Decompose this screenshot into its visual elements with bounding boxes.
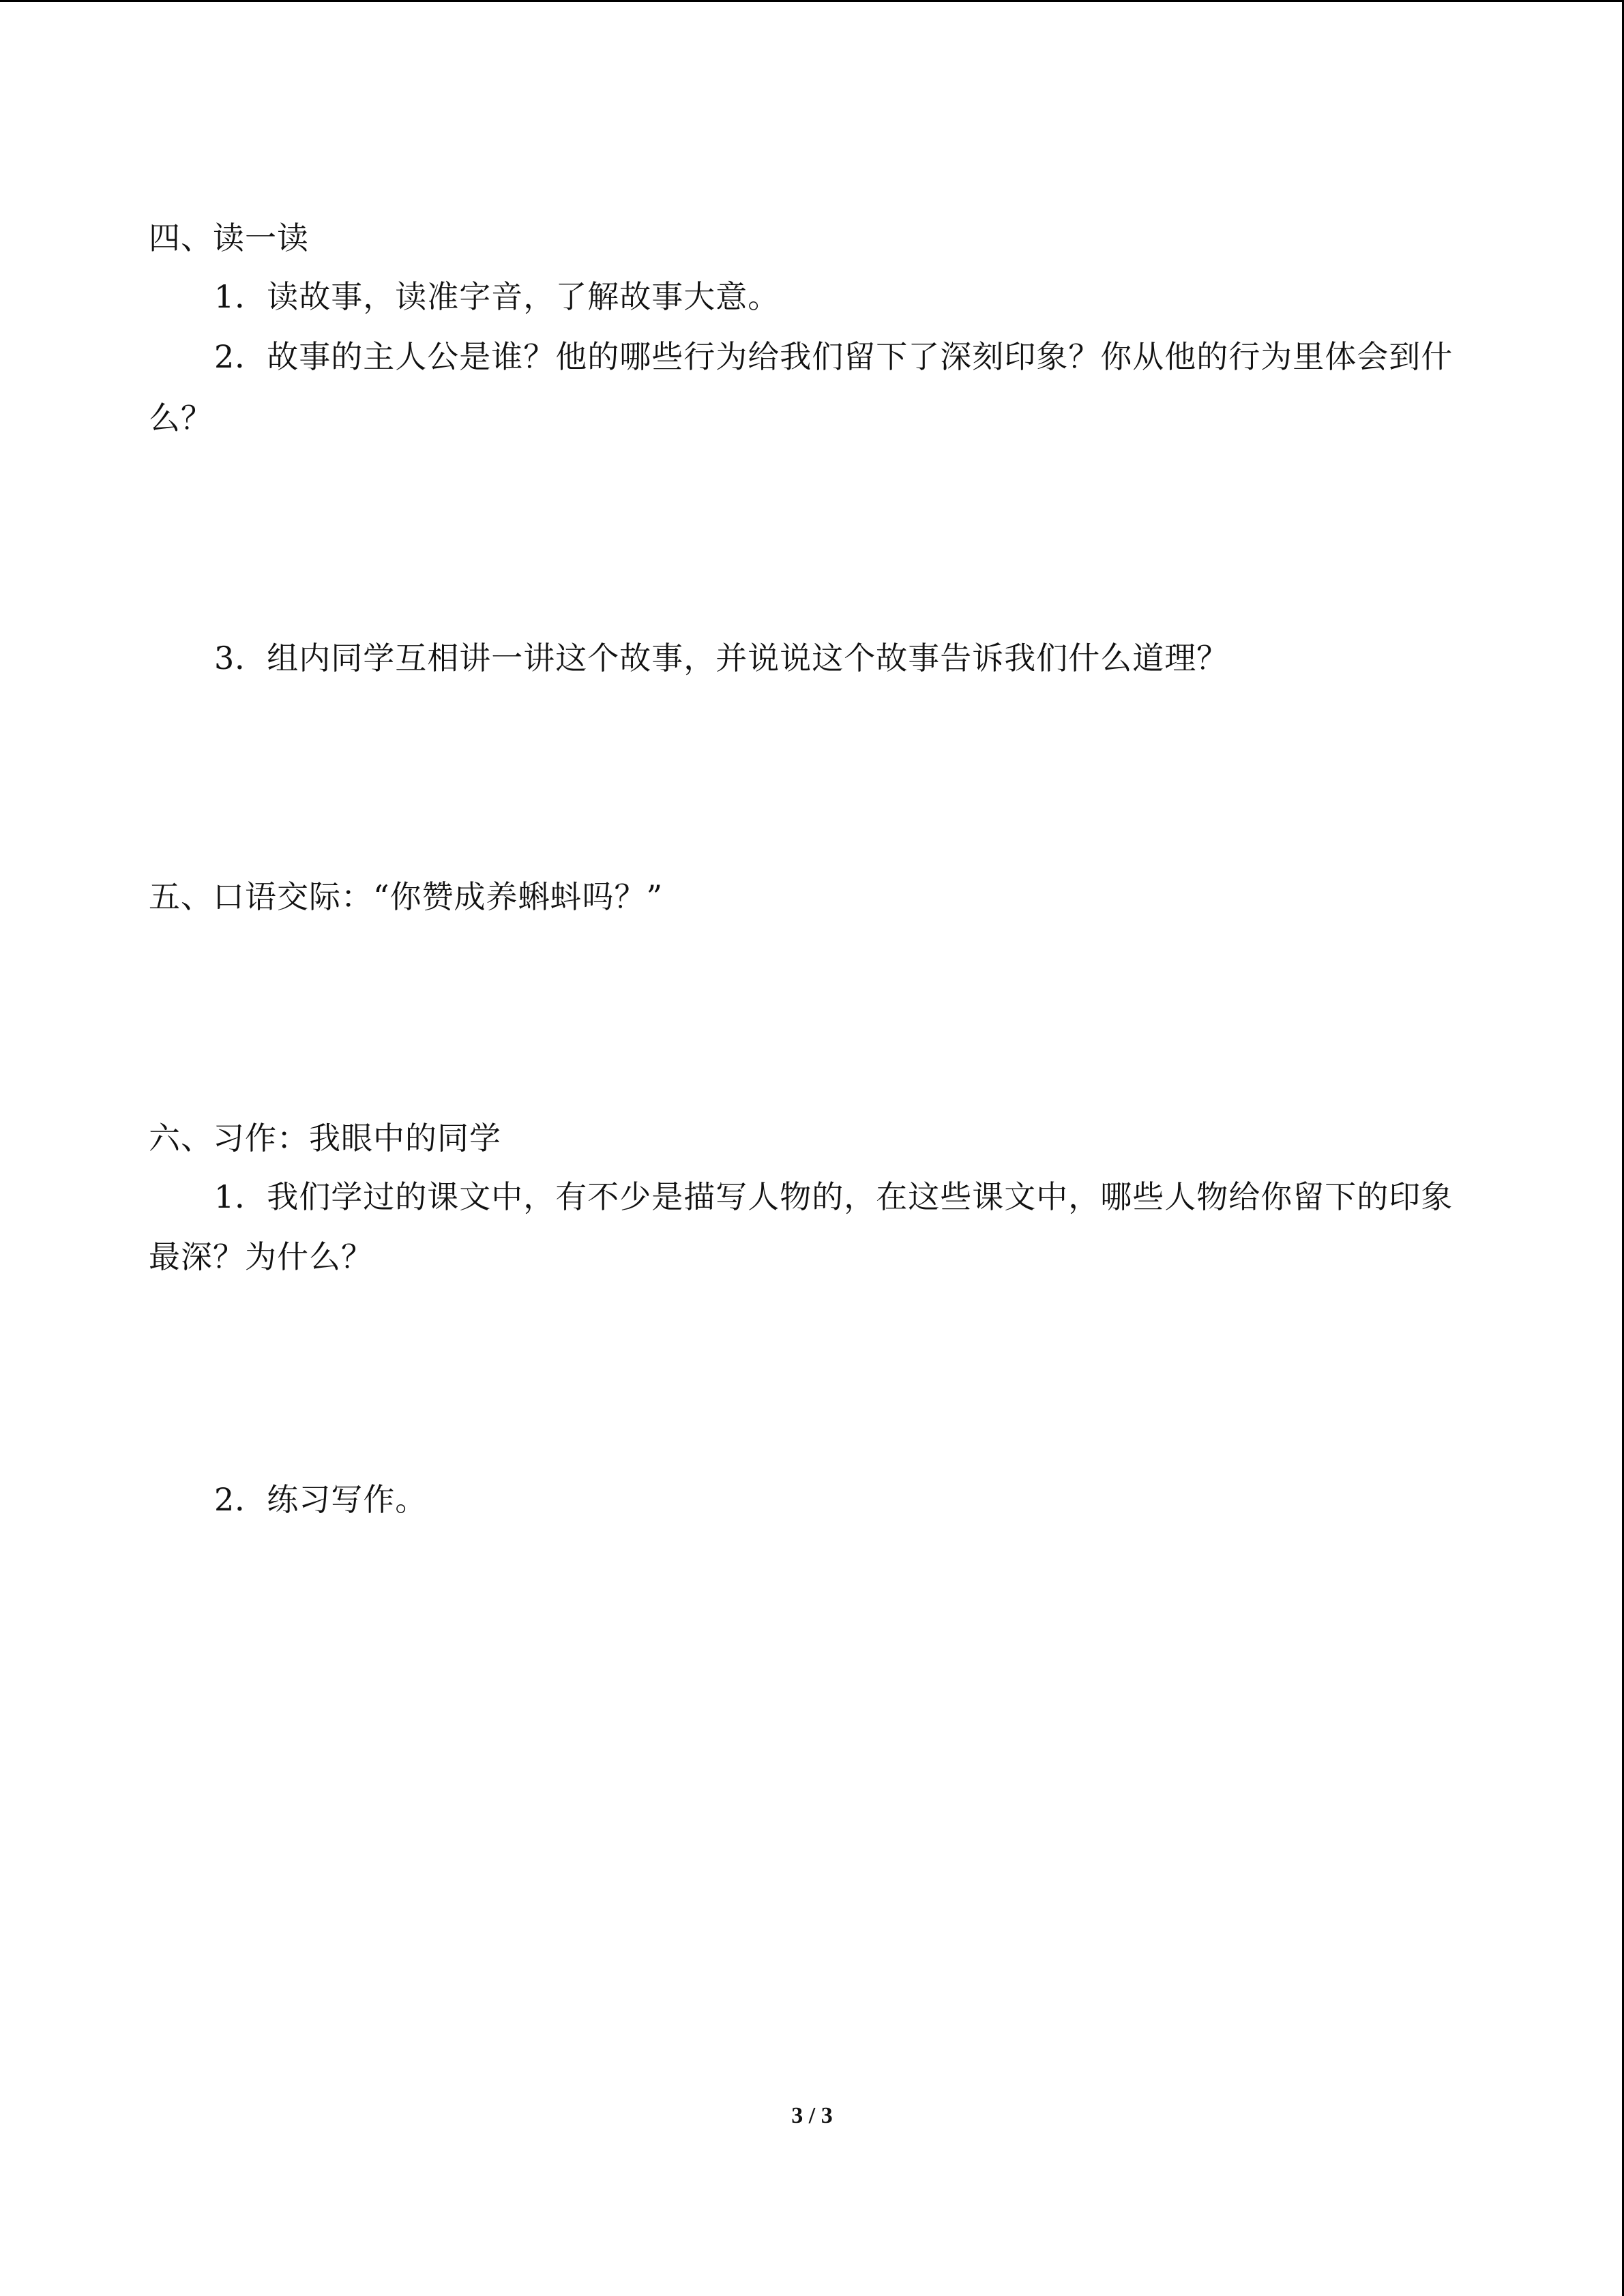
section-heading-oral: 五、口语交际：“你赞成养蝌蚪吗？” — [149, 878, 664, 915]
question-read-2-line-2: 么？ — [149, 400, 213, 436]
question-read-1: 1．读故事，读准字音，了解故事大意。 — [214, 278, 780, 315]
question-read-3: 3．组内同学互相讲一讲这个故事，并说说这个故事告诉我们什么道理？ — [214, 640, 1229, 676]
section-heading-read: 四、读一读 — [149, 220, 309, 256]
section-heading-writing: 六、习作：我眼中的同学 — [149, 1120, 501, 1157]
question-writing-1-line-2: 最深？为什么？ — [149, 1238, 373, 1275]
question-writing-2: 2．练习写作。 — [214, 1481, 428, 1518]
question-read-2-line-1: 2．故事的主人公是谁？他的哪些行为给我们留下了深刻印象？你从他的行为里体会到什 — [214, 338, 1453, 375]
question-writing-1-line-1: 1．我们学过的课文中，有不少是描写人物的，在这些课文中，哪些人物给你留下的印象 — [214, 1178, 1453, 1215]
page-number: 3 / 3 — [791, 2103, 833, 2128]
